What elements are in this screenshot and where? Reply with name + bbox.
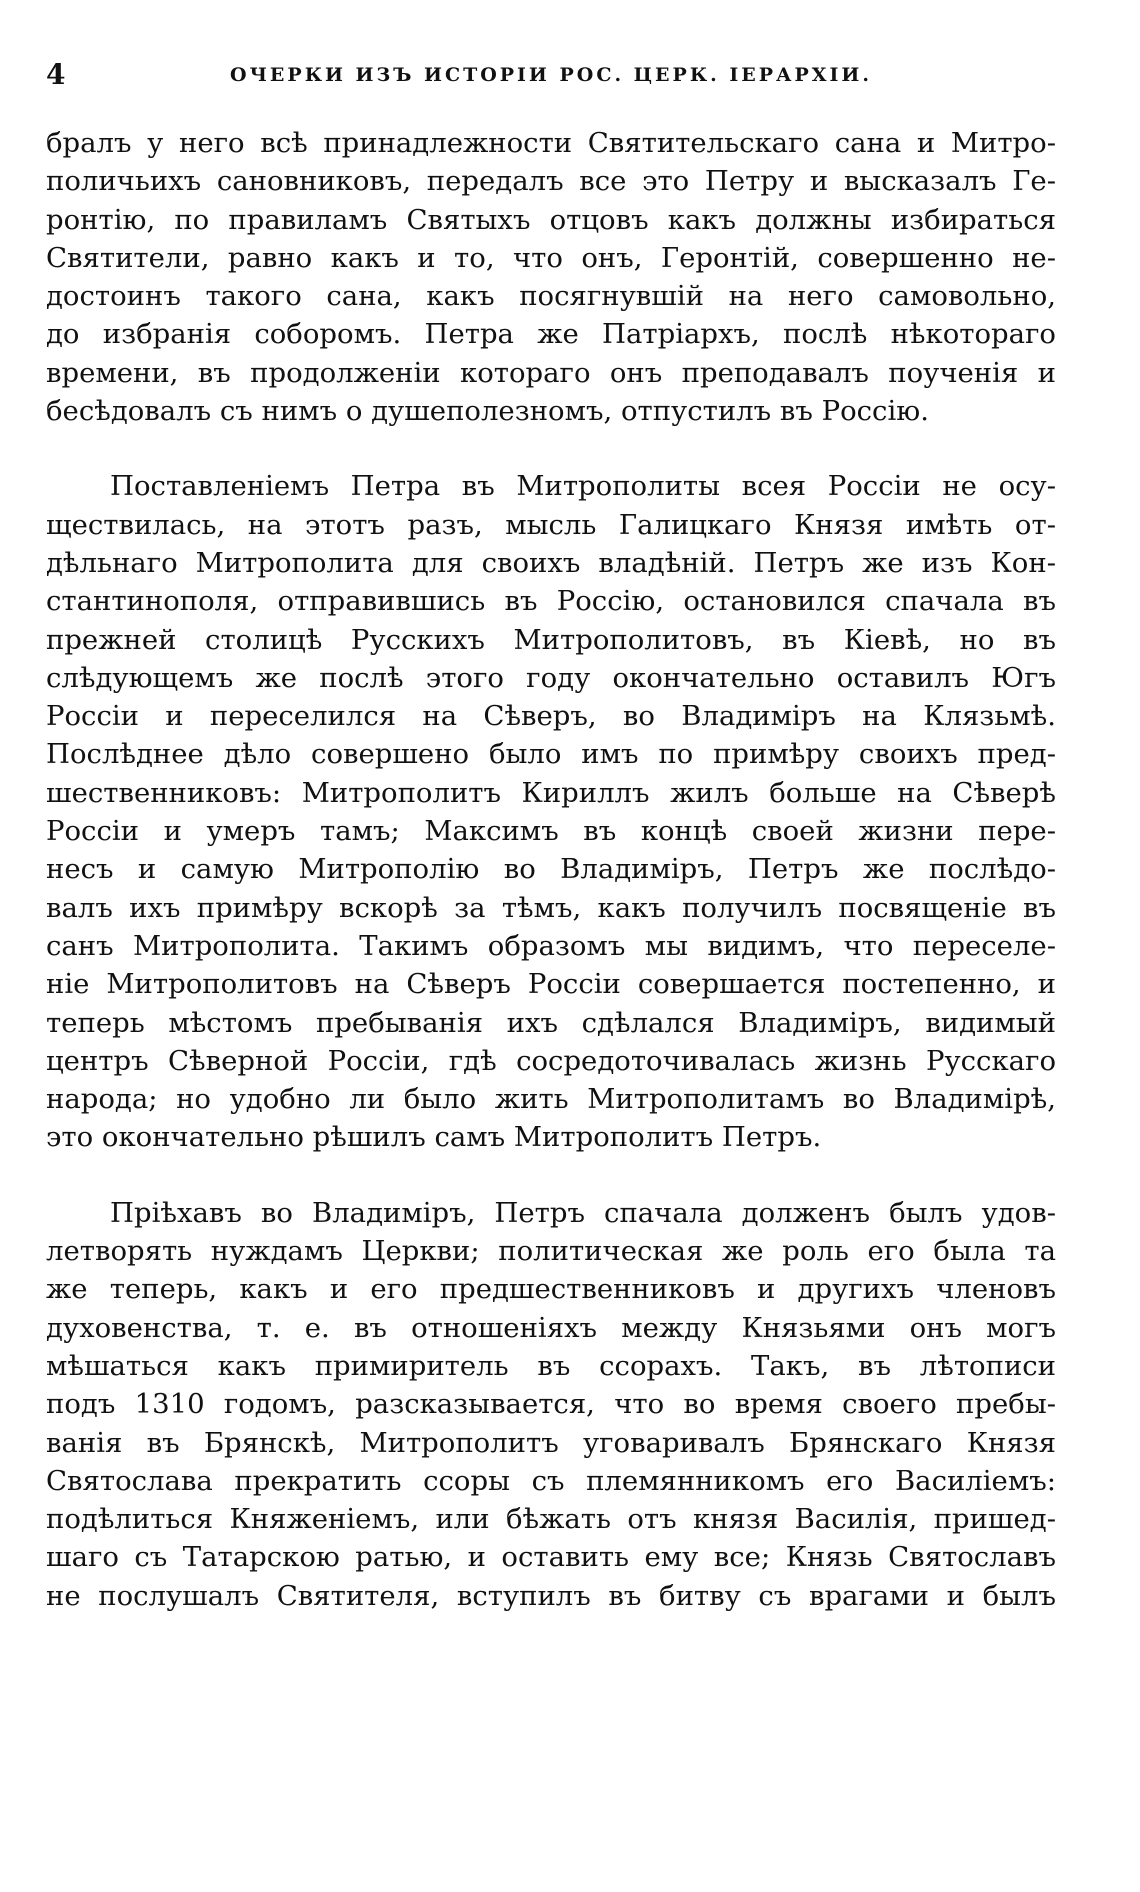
text-line: Послѣднее дѣло совершено было имъ по примѣру своихъ пред- [46,738,1056,771]
running-title: ОЧЕРКИ ИЗЪ ИСТОРІИ РОС. ЦЕРК. ІЕРАРХІИ. [230,64,872,86]
text-line: Пріѣхавъ во Владиміръ, Петръ спачала долженъ былъ удов- [110,1196,1056,1229]
text-line: ществилась, на этотъ разъ, мысль Галицкаго Князя имѣть от- [46,508,1056,541]
text-line: шественниковъ: Митрополитъ Кириллъ жилъ больше на Сѣверѣ [46,776,1056,809]
paragraph [46,124,1056,430]
text-line: ванія въ Брянскѣ, Митрополитъ уговаривалъ Брянскаго Князя [46,1426,1056,1459]
body-text [46,124,1056,1615]
text-line: несъ и самую Митрополію во Владиміръ, Петръ же послѣдо- [46,853,1056,886]
text-line: прежней столицѣ Русскихъ Митрополитовъ, въ Кіевѣ, но въ [46,623,1056,656]
text-line: Россіи и переселился на Сѣверъ, во Владиміръ на Клязьмѣ. [46,700,1056,733]
text-line: Святители, равно какъ и то, что онъ, Геронтій, совершенно не- [46,241,1056,274]
running-head [46,58,1056,98]
text-line: подѣлиться Княженіемъ, или бѣжать отъ князя Василія, пришед- [46,1503,1056,1536]
text-line: дѣльнаго Митрополита для своихъ владѣній. Петръ же изъ Кон- [46,546,1056,579]
text-line: теперь мѣстомъ пребыванія ихъ сдѣлался Владиміръ, видимый [46,1006,1056,1039]
text-line: бралъ у него всѣ принадлежности Святительскаго сана и Митро- [46,127,1056,159]
text-line: достоинъ такого сана, какъ посягнувшій на него самовольно, [46,280,1056,313]
text-line: Святослава прекратить ссоры съ племянникомъ его Василіемъ: [46,1464,1056,1497]
text-line: слѣдующемъ же послѣ этого году окончательно оставилъ Югъ [46,661,1056,694]
text-line: ніе Митрополитовъ на Сѣверъ Россіи совершается постепенно, и [46,968,1056,1001]
text-line: мѣшаться какъ примиритель въ ссорахъ. Такъ, въ лѣтописи [46,1349,1056,1382]
text-line: Россіи и умеръ тамъ; Максимъ въ концѣ своей жизни пере- [46,815,1056,848]
text-line: санъ Митрополита. Такимъ образомъ мы видимъ, что переселе- [46,929,1056,962]
text-line: летворять нуждамъ Церкви; политическая же роль его была та [46,1235,1056,1268]
text-line: поличьихъ сановниковъ, передалъ все это Петру и высказалъ Ге- [46,165,1056,198]
text-line: это окончательно рѣшилъ самъ Митрополитъ Петръ. [46,1121,822,1154]
paragraph-gap [46,1157,1056,1194]
paragraph-gap [46,430,1056,467]
text-line: времени, въ продолженіи котораго онъ преподавалъ поученія и [46,356,1056,389]
text-line: бесѣдовалъ съ нимъ о душеполезномъ, отпустилъ въ Россію. [46,395,929,428]
page-number: 4 [46,58,66,91]
text-line: центръ Сѣверной Россіи, гдѣ сосредоточивалась жизнь Русскаго [46,1044,1056,1077]
text-line: ронтію, по правиламъ Святыхъ отцовъ какъ должны избираться [46,203,1056,236]
text-line: шаго съ Татарскою ратью, и оставить ему все; Князь Святославъ [46,1541,1056,1574]
text-line: народа; но удобно ли было жить Митрополитамъ во Владимірѣ, [46,1083,1056,1116]
text-line: не послушалъ Святителя, вступилъ въ битву съ врагами и былъ [46,1579,1056,1612]
text-line: стантинополя, отправившись въ Россію, остановился спачала въ [46,585,1056,618]
text-line: же теперь, какъ и его предшественниковъ и другихъ членовъ [46,1273,1056,1306]
text-line: валъ ихъ примѣру вскорѣ за тѣмъ, какъ получилъ посвященіе въ [46,891,1056,924]
text-line: подъ 1310 годомъ, разсказывается, что во время своего пребы- [46,1388,1056,1421]
paragraph [46,467,1056,1156]
text-line: Поставленіемъ Петра въ Митрополиты всея Россіи не осу- [110,470,1056,503]
paragraph [46,1194,1056,1615]
text-line: духовенства, т. е. въ отношеніяхъ между Князьями онъ могъ [46,1311,1056,1344]
text-line: до избранія соборомъ. Петра же Патріархъ, послѣ нѣкотораго [46,318,1056,351]
